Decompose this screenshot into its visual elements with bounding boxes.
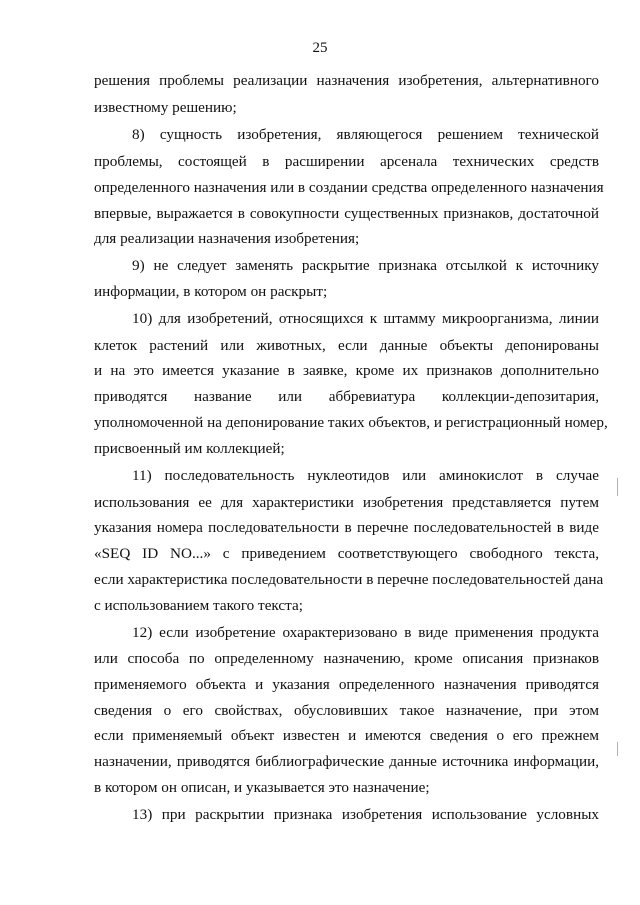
text-line: определенного назначения или в создании средства определенного назначения <box>94 179 604 196</box>
text-line: если применяемый объект известен и имеются сведения о его прежнем <box>94 727 599 744</box>
text-line: впервые, выражается в совокупности существенных признаков, достаточной <box>94 205 599 222</box>
text-line: указания номера последовательности в перечне последовательностей в виде <box>94 519 599 536</box>
list-item-9: 9) не следует заменять раскрытие признака отсылкой к источнику <box>132 257 599 274</box>
text-line: информации, в котором он раскрыт; <box>94 283 328 300</box>
list-item-8: 8) сущность изобретения, являющегося решением технической <box>132 126 599 143</box>
scan-edge-mark <box>617 742 618 756</box>
list-item-11: 11) последовательность нуклеотидов или аминокислот в случае <box>132 467 599 484</box>
text-line: с использованием такого текста; <box>94 597 303 614</box>
text-line: или способа по определенному назначению, кроме описания признаков <box>94 650 599 667</box>
page-number: 25 <box>312 40 328 56</box>
text-line: в котором он описан, и указывается это назначение; <box>94 779 430 796</box>
text-line: приводятся название или аббревиатура коллекции-депозитария, <box>94 388 599 405</box>
text-line: клеток растений или животных, если данные объекты депонированы <box>94 337 599 354</box>
list-item-10: 10) для изобретений, относящихся к штамму микроорганизма, линии <box>132 310 599 327</box>
text-line: и на это имеется указание в заявке, кроме их признаков дополнительно <box>94 362 599 379</box>
text-line: назначении, приводятся библиографические данные источника информации, <box>94 753 599 770</box>
list-item-13: 13) при раскрытии признака изобретения использование условных <box>132 806 599 823</box>
text-line: решения проблемы реализации назначения изобретения, альтернативного <box>94 72 599 89</box>
text-line: использования ее для характеристики изобретения представляется путем <box>94 494 599 511</box>
scan-edge-mark <box>617 478 618 496</box>
text-line: уполномоченной на депонирование таких объектов, и регистрационный номер, <box>94 414 608 431</box>
text-line: известному решению; <box>94 99 237 116</box>
text-line: для реализации назначения изобретения; <box>94 230 360 247</box>
list-item-12: 12) если изобретение охарактеризовано в виде применения продукта <box>132 624 599 641</box>
text-line: сведения о его свойствах, обусловивших такое назначение, при этом <box>94 702 599 719</box>
text-line: присвоенный им коллекцией; <box>94 440 285 457</box>
text-line: если характеристика последовательности в перечне последовательностей дана <box>94 571 604 588</box>
text-line: проблемы, состоящей в расширении арсенала технических средств <box>94 153 599 170</box>
text-line: применяемого объекта и указания определенного назначения приводятся <box>94 676 599 693</box>
text-line: «SEQ ID NO...» с приведением соответствующего свободного текста, <box>94 545 599 562</box>
